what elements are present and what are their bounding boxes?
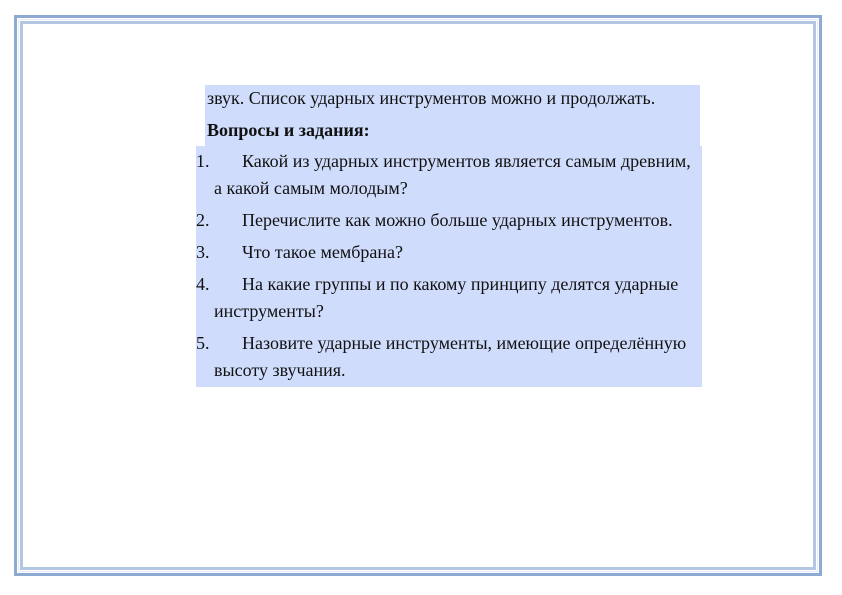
question-number: 3.: [196, 242, 210, 262]
question-text: Назовите ударные инструменты, имеющие определённую высоту звучания.: [214, 333, 687, 380]
question-number: 4.: [196, 274, 210, 294]
text-content: [196, 85, 702, 387]
question-text: Перечислите как можно больше ударных инструментов.: [242, 210, 673, 230]
question-text: Что такое мембрана?: [242, 242, 403, 262]
section-heading: Вопросы и задания:: [205, 115, 700, 146]
question-item: [196, 146, 702, 205]
question-item: [196, 237, 702, 269]
question-item: [196, 205, 702, 237]
question-item: [196, 269, 702, 328]
question-item: [196, 328, 702, 387]
question-number: 2.: [196, 210, 210, 230]
questions-list: [196, 146, 702, 387]
question-number: 1.: [196, 151, 210, 171]
question-text: На какие группы и по какому принципу делятся ударные инструменты?: [214, 274, 679, 321]
intro-paragraph: звук. Список ударных инструментов можно и продолжать.: [205, 85, 700, 112]
question-text: Какой из ударных инструментов является самым древним, а какой самым молодым?: [214, 151, 691, 198]
question-number: 5.: [196, 333, 210, 353]
